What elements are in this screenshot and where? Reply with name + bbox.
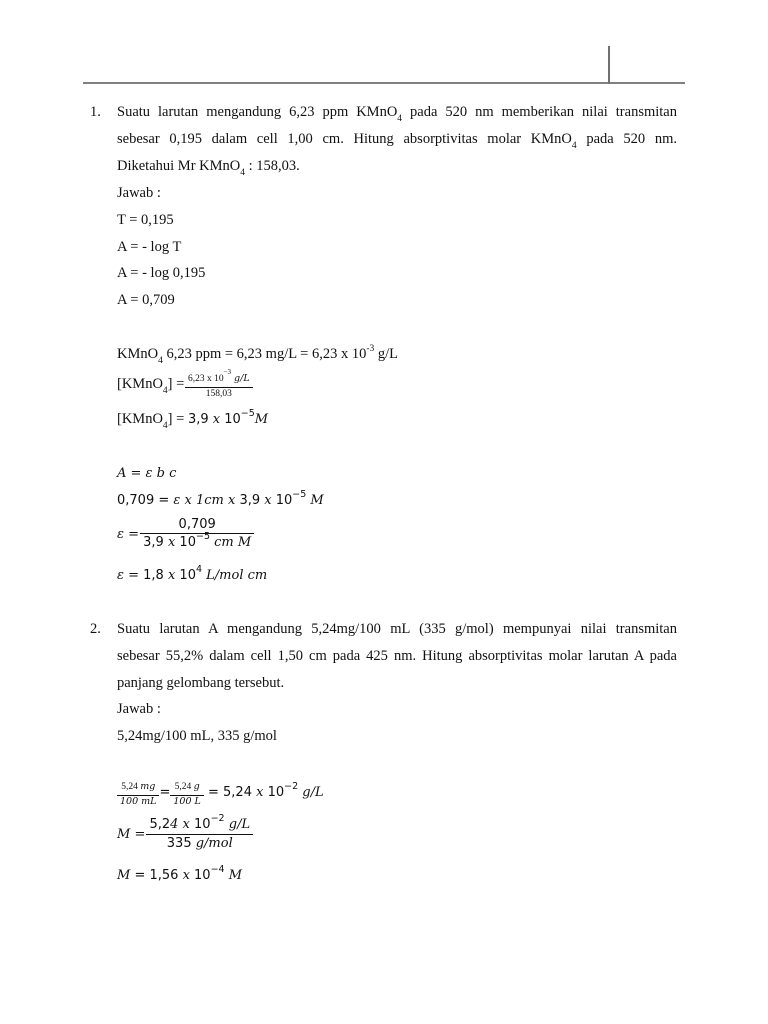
- q1-absorbance-result: A = 0,709: [117, 292, 175, 308]
- q1-transmittance: T = 0,195: [117, 212, 174, 228]
- q2-molarity-result: M = 1,56 x $10^{-4}$ M: [117, 864, 243, 883]
- q1-answer-label: Jawab :: [117, 185, 161, 201]
- q2-given-values: 5,24mg/100 mL, 335 g/mol: [117, 728, 277, 744]
- q2-number: 2.: [90, 621, 101, 637]
- q1-number: 1.: [90, 104, 101, 120]
- q2-unit-conversion: $\frac{5,24 mg}{100 mL}$ = $\frac{5,24 g}{100 L}$ = 5,24 x $10^{-2}$ g/L: [117, 778, 324, 807]
- q2-text-line3: panjang gelombang tersebut.: [117, 675, 285, 691]
- q1-substitution: 0,709 = ε x 1cm x 3,9 x $10^{-5}$ M: [117, 489, 324, 508]
- q1-absorbance-substitution: A = - log 0,195: [117, 265, 206, 281]
- q1-text-line2: sebesar 0,195 dalam cell 1,00 cm. Hitung absorptivitas molar KMnO$_4$ pada 520 nm.: [117, 131, 677, 151]
- q2-text-line1: Suatu larutan A mengandung 5,24mg/100 mL (335 g/mol) mempunyai nilai transmitan: [117, 621, 677, 637]
- q1-molarity-result: [KMnO$_4$] = 3,9 x $10^{-5}M$: [117, 408, 269, 431]
- q2-answer-label: Jawab :: [117, 701, 161, 717]
- q1-molarity-fraction: [KMnO$_4$] = $\frac{6,23 x 10^{-3} g/L}{158,03}$: [117, 370, 253, 399]
- header-rule: [83, 82, 685, 84]
- q1-text-line3: Diketahui Mr KMnO$_4$ : 158,03.: [117, 158, 300, 178]
- q1-epsilon-fraction: ε = $\frac{0,709}{3,9 x 10^{-5} cm M}$: [117, 518, 254, 551]
- q1-text-line1: Suatu larutan mengandung 6,23 ppm KMnO$_4$ pada 520 nm memberikan nilai transmitan: [117, 104, 677, 124]
- q2-molarity-fraction: M = $\frac{5,24 x 10^{-2} g/L}{\text{335 g/mol}}$: [117, 817, 253, 852]
- header-vertical-mark: [608, 46, 610, 84]
- q2-text-line2: sebesar 55,2% dalam cell 1,50 cm pada 425 nm. Hitung absorptivitas molar larutan A pada: [117, 648, 677, 664]
- q1-concentration-conversion: KMnO$_4$ 6,23 ppm = 6,23 mg/L = 6,23 x $10^{-3}$ g/L: [117, 344, 399, 366]
- q1-absorbance-formula: A = - log T: [117, 239, 182, 255]
- q1-epsilon-result: ε = 1,8 x $10^4$ L/mol cm: [117, 564, 268, 583]
- q1-beer-lambert-law: A = ε b c: [117, 466, 177, 481]
